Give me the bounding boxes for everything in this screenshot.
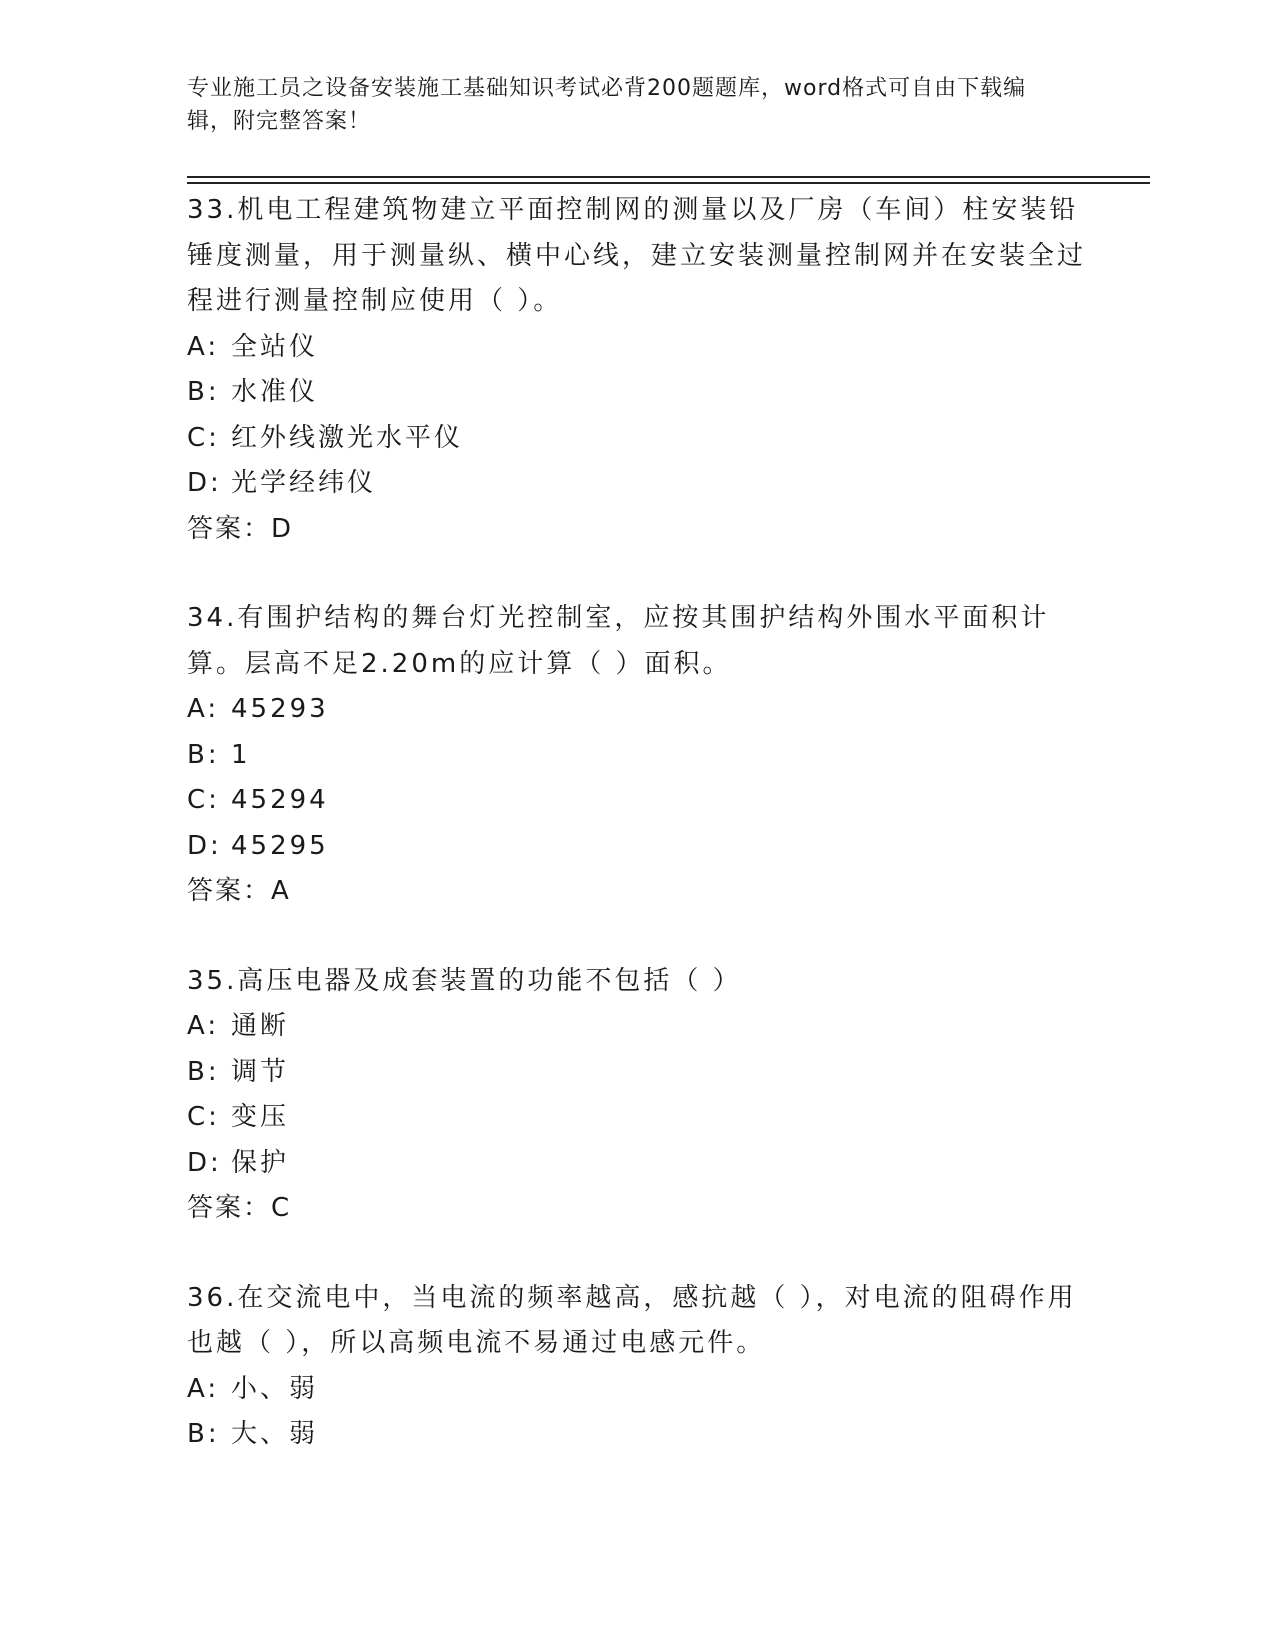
question-list	[187, 188, 1087, 1458]
option-key: A:	[187, 694, 220, 724]
option-key: D:	[187, 468, 222, 498]
option-value: 调节	[231, 1056, 290, 1087]
option-a	[187, 1367, 1087, 1413]
question-text: 36.在交流电中，当电流的频率越高，感抗越（ ），对电流的阻碍作用也越（ ），所以高频电流不易通过电感元件。	[187, 1282, 1077, 1358]
option-value: 全站仪	[231, 331, 319, 362]
answer-text: 答案：D	[187, 513, 294, 544]
question-spacer	[187, 552, 1087, 596]
option-key: C:	[187, 785, 220, 815]
header-divider-top	[187, 176, 1150, 178]
option-value: 变压	[231, 1102, 290, 1132]
option-c	[187, 778, 1087, 824]
question-item	[187, 1276, 1087, 1458]
option-value: 水准仪	[231, 377, 319, 407]
option-key: B:	[187, 377, 220, 407]
option-value: 45294	[231, 785, 329, 815]
option-value: 红外线激光水平仪	[231, 422, 464, 453]
option-b	[187, 733, 1087, 779]
option-b	[187, 1412, 1087, 1458]
question-spacer	[187, 915, 1087, 959]
answer-text: 答案：C	[187, 1193, 292, 1223]
option-key: D:	[187, 1147, 222, 1178]
option-key: A:	[187, 1011, 220, 1041]
option-key: B:	[187, 739, 220, 770]
header-divider-bottom	[187, 182, 1150, 184]
option-value: 小、弱	[231, 1373, 319, 1404]
question-text: 34.有围护结构的舞台灯光控制室，应按其围护结构外围水平面积计算。层高不足2.20m的应计算（ ）面积。	[187, 603, 1050, 679]
option-key: A:	[187, 1373, 220, 1404]
document-header: 专业施工员之设备安装施工基础知识考试必背200题题库，word格式可自由下载编辑，附完整答案！	[187, 76, 1027, 134]
option-value: 45295	[231, 830, 329, 861]
question-item	[187, 188, 1087, 552]
question-item	[187, 959, 1087, 1232]
option-d	[187, 1141, 1087, 1187]
option-d	[187, 461, 1087, 507]
question-spacer	[187, 1232, 1087, 1276]
option-a	[187, 325, 1087, 371]
option-value: 45293	[231, 694, 329, 724]
option-a	[187, 1004, 1087, 1050]
option-a	[187, 687, 1087, 733]
option-value: 光学经纬仪	[231, 468, 377, 498]
option-key: B:	[187, 1419, 220, 1449]
option-value: 通断	[231, 1011, 290, 1041]
option-value: 保护	[231, 1147, 290, 1178]
option-c	[187, 416, 1087, 462]
option-key: B:	[187, 1056, 220, 1087]
option-b	[187, 370, 1087, 416]
option-key: C:	[187, 422, 220, 453]
option-value: 1	[231, 739, 251, 770]
option-key: C:	[187, 1102, 220, 1132]
option-d	[187, 824, 1087, 870]
question-text: 33.机电工程建筑物建立平面控制网的测量以及厂房（车间）柱安装铅锤度测量，用于测量纵、横中心线，建立安装测量控制网并在安装全过程进行测量控制应使用（ ）。	[187, 195, 1087, 316]
option-value: 大、弱	[231, 1419, 319, 1449]
answer-text: 答案：A	[187, 876, 291, 906]
option-c	[187, 1095, 1087, 1141]
option-key: D:	[187, 830, 222, 861]
question-text: 35.高压电器及成套装置的功能不包括（ ）	[187, 965, 742, 996]
question-item	[187, 596, 1087, 915]
option-key: A:	[187, 331, 220, 362]
option-b	[187, 1050, 1087, 1096]
